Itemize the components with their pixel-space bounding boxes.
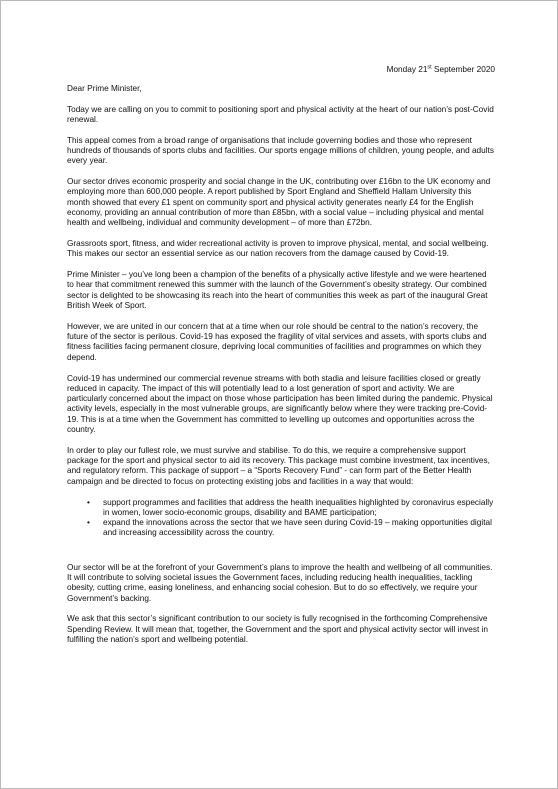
paragraph-5: Prime Minister – you’ve long been a champion of the benefits of a physically active lifestyle and we were heartened to hear that commitment renewed this summer with the launch of the Government’s obesity strategy. Our combined sector is delighted to be showcasing its reach into the heart of communities this week as part of the inaugural Great British Week of Sport. xyxy=(67,270,488,311)
bullet-item xyxy=(87,497,495,519)
paragraph-10: We ask that this sector’s significant contribution to our society is fully recognised in the forthcoming Comprehensive Spending Review. It will mean that, together, the Government and the sport and physical activity sector will invest in fulfilling the nation’s sport and wellbeing potential. xyxy=(67,614,488,644)
bullet-text: expand the innovations across the sector that we have seen during Covid-19 – making opportunities digital and increasing accessibility across the country. xyxy=(103,518,492,538)
paragraph-4: Grassroots sport, fitness, and wider recreational activity is proven to improve physical, mental, and social wellbeing. This makes our sector an essential service as our nation recovers from the damage caused by Covid-19. xyxy=(67,239,489,259)
paragraph-8: In order to play our fullest role, we must survive and stabilise. To do this, we require a comprehensive support package for the sport and physical sector to aid its recovery. This package must combine investment, tax incentives, and regulatory reform. This package of support – a “Sports Recovery Fund” - can form part of the Better Health campaign and be directed to focus on protecting existing jobs and facilities in a way that would: xyxy=(67,445,490,486)
letter-date xyxy=(67,65,495,75)
proposal-bullet-list xyxy=(67,498,495,539)
paragraph-2: This appeal comes from a broad range of organisations that include governing bodies and those who represent hundreds of thousands of sports clubs and facilities. Our sports engage millions of children, young people, and adults every year. xyxy=(67,135,494,166)
bullet-marker: • xyxy=(87,497,90,507)
letter-body xyxy=(67,65,495,656)
paragraph-9: Our sector will be at the forefront of your Government’s plans to improve the health and wellbeing of all communities. It will contribute to solving societal issues the Government faces, including reducing health inequalities, tackling obesity, cutting crime, easing loneliness, and enhancing social cohesion. But to do so effectively, we require your Government’s backing. xyxy=(67,562,493,603)
bullet-marker: • xyxy=(87,518,90,528)
paragraph-6: However, we are united in our concern that at a time when our role should be central to the nation’s recovery, the future of the sector is perilous. Covid-19 has exposed the fragility of vital services and assets, with sports clubs and fitness facilities facing permanent closure, depriving local communities of facilities and programmes on which they depend. xyxy=(67,321,487,362)
date-rest: September 2020 xyxy=(431,65,495,74)
salutation: Dear Prime Minister, xyxy=(67,84,142,94)
bullet-text: support programmes and facilities that address the health inequalities highlighted by coronavirus especially in women, lower socio-economic groups, disability and BAME participation; xyxy=(103,497,494,517)
date-day: Monday 21 xyxy=(386,65,428,74)
date-suffix: st xyxy=(427,64,432,71)
paragraph-3: Our sector drives economic prosperity and social change in the UK, contributing over £16bn to the UK economy and employing more than 600,000 people. A report published by Sport England and Sheffield Hallam University this month showed that every £1 spent on community sport and physical activity generates nearly £4 for the English economy, providing an annual contribution of more than £85bn, with a social value – including physical and mental health and wellbeing, individual and community development – of more than £72bn. xyxy=(67,177,491,228)
paragraph-1: Today we are calling on you to commit to positioning sport and physical activity at the heart of our nation’s post-Covid renewal. xyxy=(67,104,494,124)
bullet-item xyxy=(87,518,495,539)
paragraph-7: Covid-19 has undermined our commercial revenue streams with both stadia and leisure facilities closed or greatly reduced in capacity. The impact of this will potentially lead to a lost generation of sport and activity. We are particularly concerned about the impact on those whose participation has been limited during the pandemic. Physical activity levels, especially in the most vulnerable groups, are significantly below where they were tracking pre-Covid-19. This is at a time when the Government has committed to levelling up outcomes and opportunities across the country. xyxy=(67,373,493,435)
